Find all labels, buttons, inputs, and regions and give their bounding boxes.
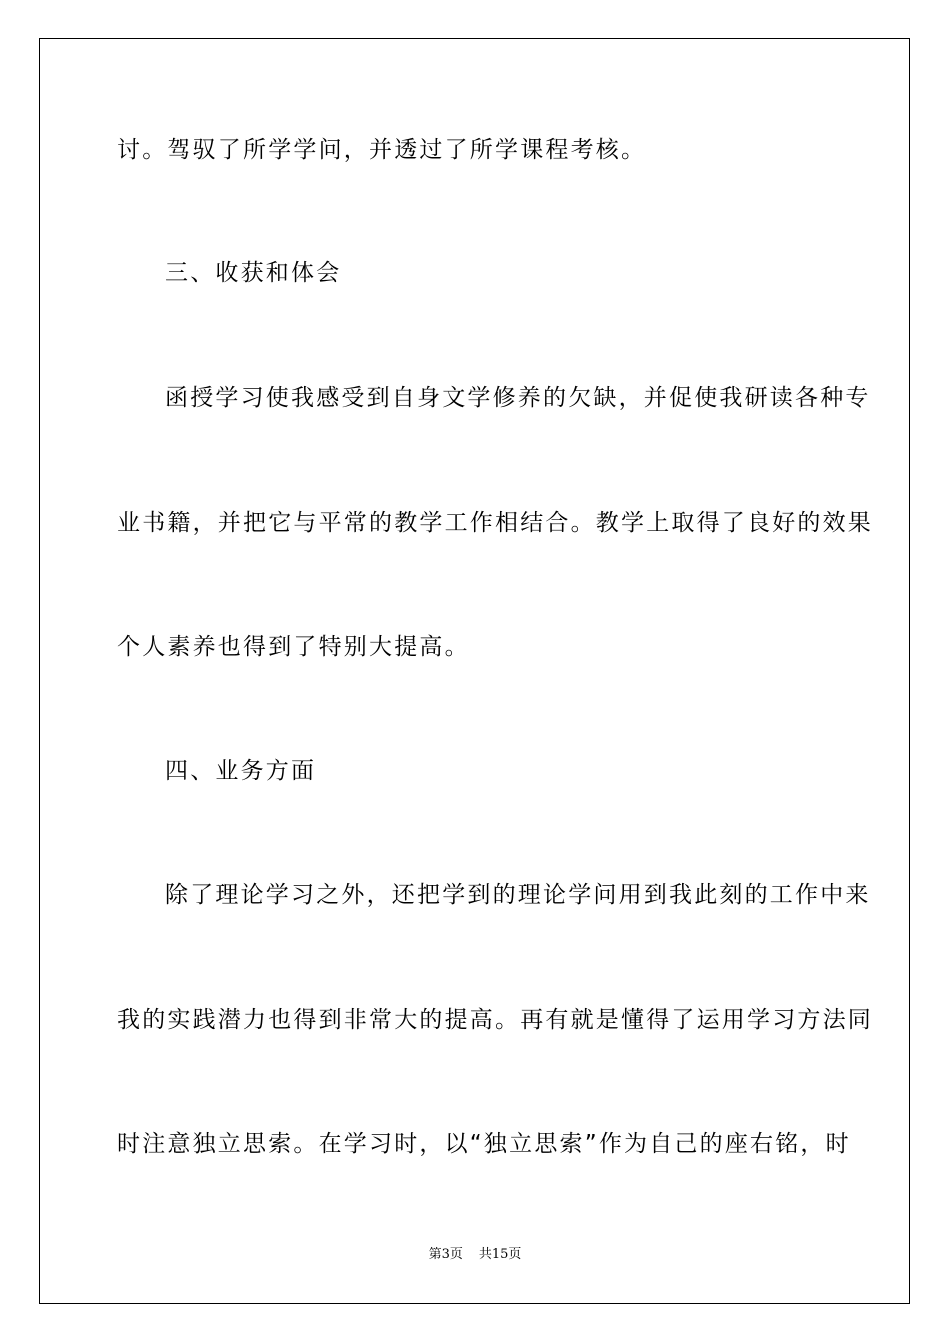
page-total: 共15页 <box>478 1247 522 1262</box>
paragraph-line-6: 我的实践潜力也得到非常大的提高。再有就是懂得了运用学习方法同 <box>117 1007 873 1033</box>
paragraph-line-1: 讨。驾驭了所学学问，并透过了所学课程考核。 <box>117 137 647 163</box>
paragraph-line-3: 业书籍，并把它与平常的教学工作相结合。教学上取得了良好的效果 <box>117 510 873 536</box>
paragraph-line-4: 个人素养也得到了特别大提高。 <box>117 634 470 660</box>
page-number: 第3页 <box>428 1247 463 1262</box>
section-heading-3: 三、收获和体会 <box>165 260 342 286</box>
paragraph-line-7: 时注意独立思索。在学习时，以“独立思索”作为自己的座右铭，时 <box>117 1131 851 1157</box>
page-border <box>39 38 910 1304</box>
paragraph-line-5: 除了理论学习之外，还把学到的理论学问用到我此刻的工作中来 <box>165 882 871 908</box>
paragraph-line-2: 函授学习使我感受到自身文学修养的欠缺，并促使我研读各种专 <box>165 385 871 411</box>
page-footer <box>0 1246 950 1264</box>
section-heading-4: 四、业务方面 <box>165 758 317 784</box>
